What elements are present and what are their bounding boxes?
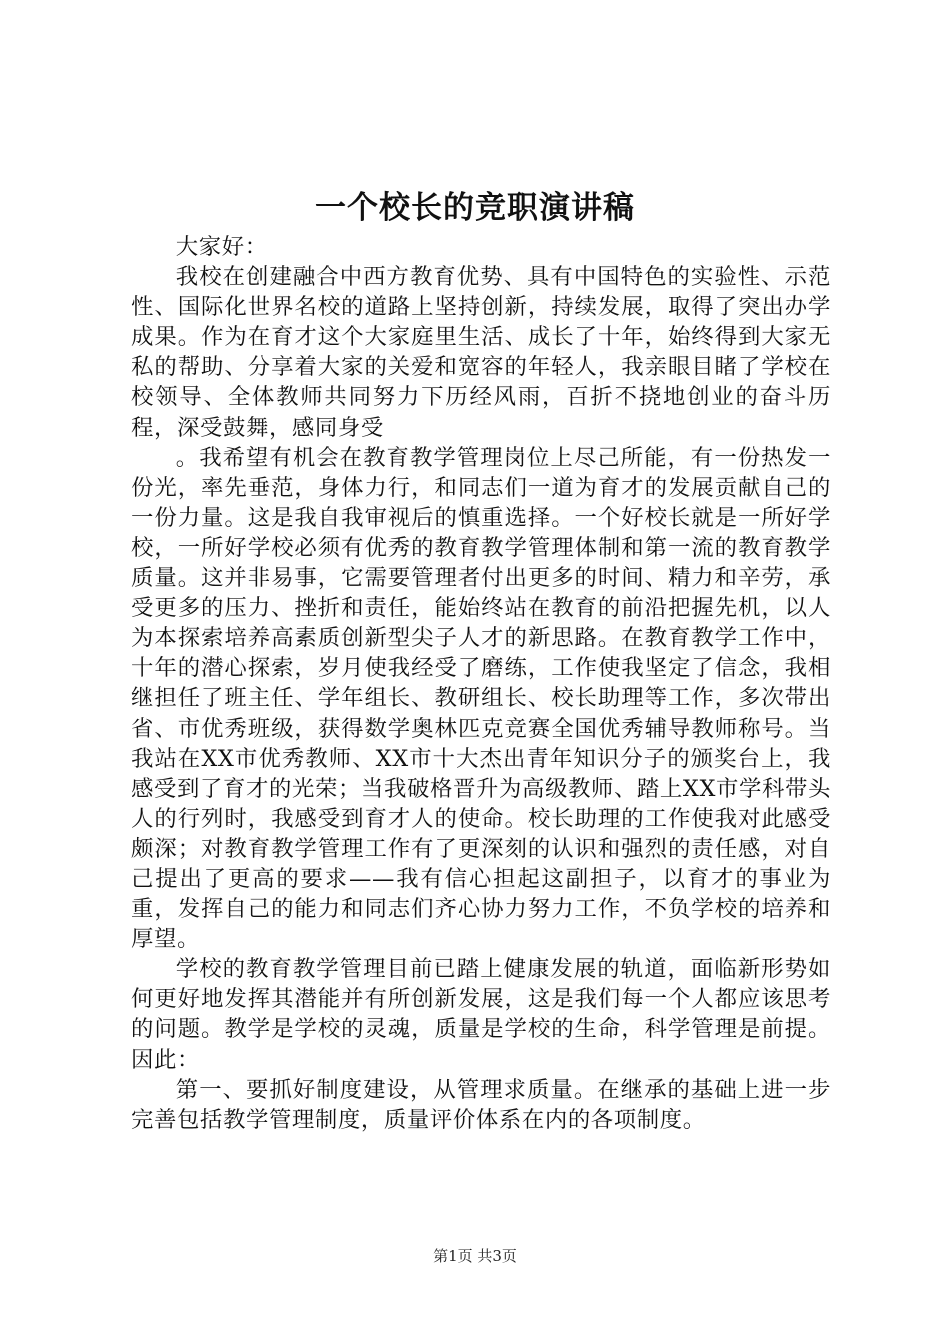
paragraph-greeting: 大家好： bbox=[175, 234, 268, 260]
paragraph-point-one: 第一、要抓好制度建设，从管理求质量。在继承的基础上进一步完善包括教学管理制度，质量评价体系在内的各项制度。 bbox=[131, 1076, 831, 1133]
document-title: 一个校长的竞职演讲稿 bbox=[315, 190, 635, 226]
document-body bbox=[131, 232, 831, 1135]
paragraph-outlook: 学校的教育教学管理目前已踏上健康发展的轨道，面临新形势如何更好地发挥其潜能并有所创新发展，这是我们每一个人都应该思考的问题。教学是学校的灵魂，质量是学校的生命，科学管理是前提。因此： bbox=[131, 956, 831, 1073]
paragraph-experience: 。我希望有机会在教育教学管理岗位上尽己所能，有一份热发一份光，率先垂范，身体力行，和同志们一道为育才的发展贡献自己的一份力量。这是我自我审视后的慎重选择。一个好校长就是一所好学校，一所好学校必须有优秀的教育教学管理体制和第一流的教育教学质量。这并非易事，它需要管理者付出更多的时间、精力和辛劳，承受更多的压力、挫折和责任，能始终站在教育的前沿把握先机，以人为本探索培养高素质创新型尖子人才的新思路。在教育教学工作中，十年的潜心探索，岁月使我经受了磨练，工作使我坚定了信念，我相继担任了班主任、学年组长、教研组长、校长助理等工作，多次带出省、市优秀班级，获得数学奥林匹克竞赛全国优秀辅导教师称号。当我站在XX市优秀教师、XX市十大杰出青年知识分子的颁奖台上，我感受到了育才的光荣；当我破格晋升为高级教师、踏上XX市学科带头人的行列时，我感受到育才人的使命。校长助理的工作使我对此感受颇深；对教育教学管理工作有了更深刻的认识和强烈的责任感，对自己提出了更高的要求——我有信心担起这副担子，以育才的事业为重，发挥自己的能力和同志们齐心协力努力工作，不负学校的培养和厚望。 bbox=[131, 444, 831, 953]
page-number-footer: 第1页 共3页 bbox=[433, 1247, 517, 1265]
paragraph-introduction: 我校在创建融合中西方教育优势、具有中国特色的实验性、示范性、国际化世界名校的道路上坚持创新，持续发展，取得了突出办学成果。作为在育才这个大家庭里生活、成长了十年，始终得到大家无私的帮助、分享着大家的关爱和宽容的年轻人，我亲眼目睹了学校在校领导、全体教师共同努力下历经风雨，百折不挠地创业的奋斗历程，深受鼓舞，感同身受 bbox=[131, 264, 831, 441]
